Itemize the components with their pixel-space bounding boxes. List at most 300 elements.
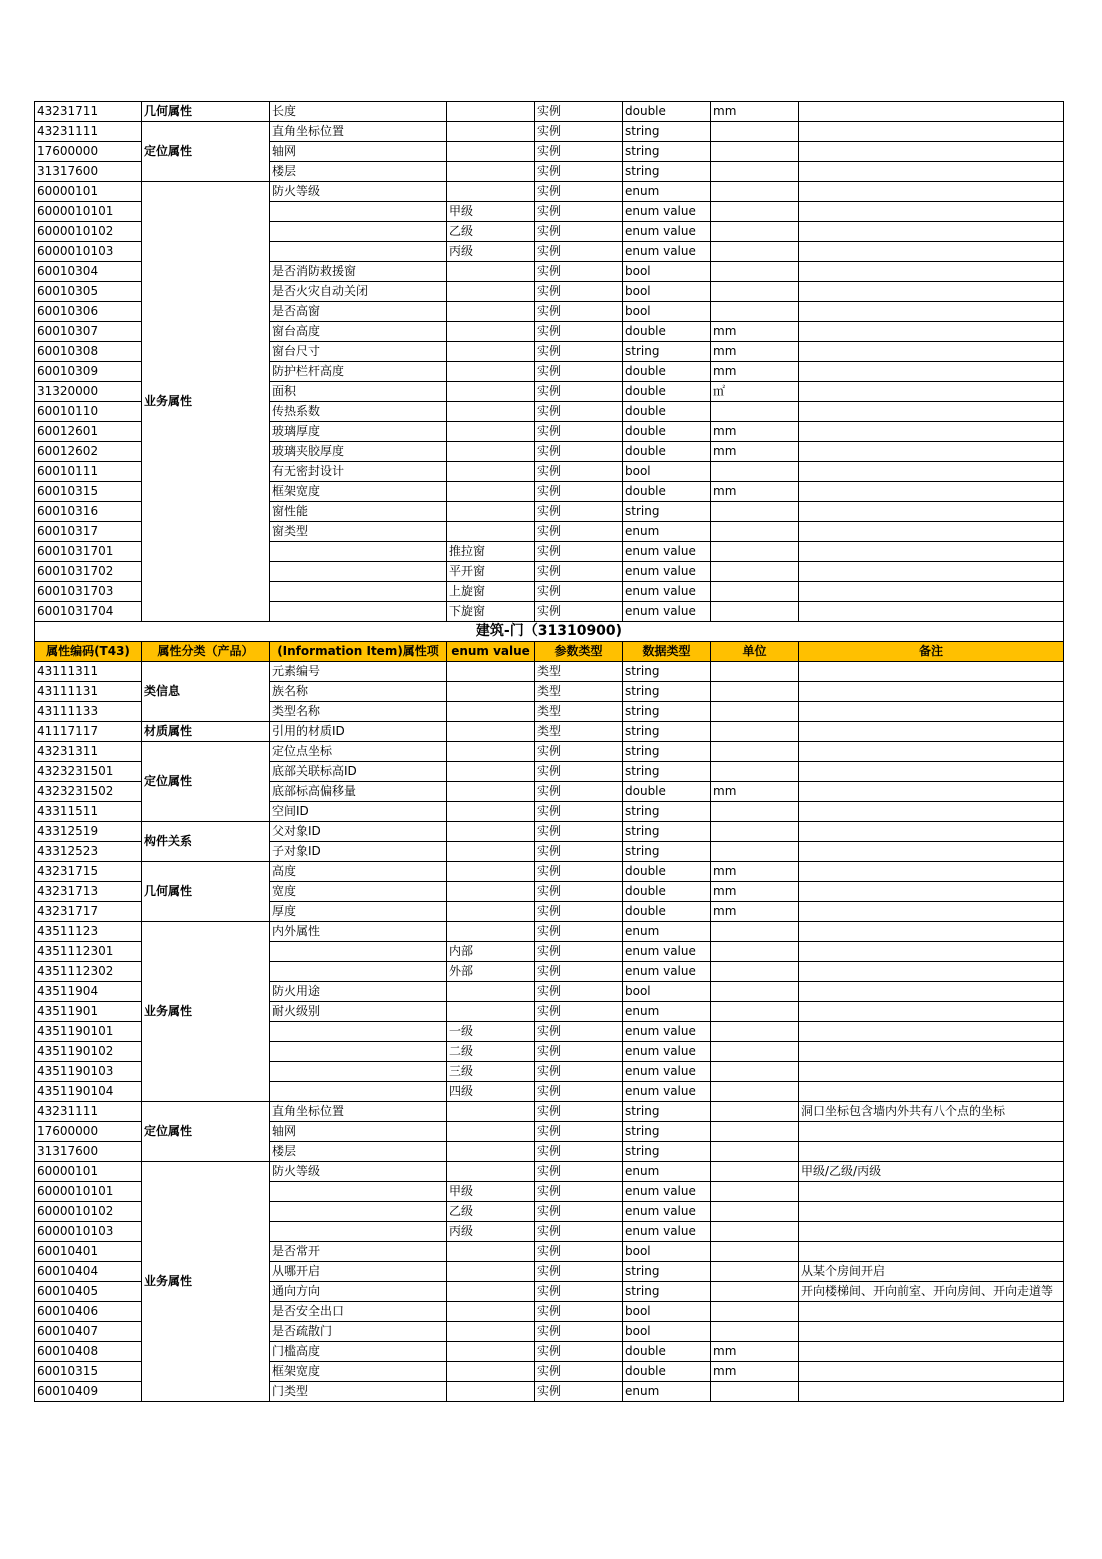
attr-item-cell: 直角坐标位置 [270,122,447,142]
data-type-cell: enum [623,522,711,542]
attr-item-cell: 框架宽度 [270,1362,447,1382]
unit-cell [711,1082,799,1102]
enum-value-cell [447,422,535,442]
attr-code-cell: 60010315 [35,1362,142,1382]
data-type-cell: string [623,702,711,722]
unit-cell [711,762,799,782]
remark-cell [799,322,1064,342]
attr-code-cell: 43231311 [35,742,142,762]
attr-item-cell: 耐火级别 [270,1002,447,1022]
unit-cell: mm [711,322,799,342]
param-type-cell: 实例 [535,182,623,202]
unit-cell [711,542,799,562]
unit-cell [711,1302,799,1322]
unit-cell [711,722,799,742]
unit-cell [711,182,799,202]
enum-value-cell [447,882,535,902]
remark-cell [799,1082,1064,1102]
attr-item-cell: 类型名称 [270,702,447,722]
table-row [35,102,1064,122]
param-type-cell: 实例 [535,1362,623,1382]
enum-value-cell [447,1302,535,1322]
remark-cell [799,182,1064,202]
remark-cell [799,842,1064,862]
category-cell: 几何属性 [142,862,270,922]
remark-cell [799,882,1064,902]
remark-cell [799,522,1064,542]
enum-value-cell: 外部 [447,962,535,982]
unit-cell [711,282,799,302]
attr-code-cell: 4351112301 [35,942,142,962]
attr-item-cell: 底部标高偏移量 [270,782,447,802]
table-row [35,822,1064,842]
enum-value-cell [447,442,535,462]
enum-value-cell [447,462,535,482]
data-type-cell: bool [623,1322,711,1342]
enum-value-cell [447,122,535,142]
remark-cell [799,1202,1064,1222]
enum-value-cell [447,342,535,362]
unit-cell [711,1182,799,1202]
data-type-cell: bool [623,262,711,282]
remark-cell [799,1242,1064,1262]
attr-code-cell: 43511123 [35,922,142,942]
remark-cell: 洞口坐标包含墙内外共有八个点的坐标 [799,1102,1064,1122]
enum-value-cell: 内部 [447,942,535,962]
unit-cell [711,662,799,682]
attr-item-cell [270,242,447,262]
attr-code-cell: 4323231501 [35,762,142,782]
data-type-cell: enum [623,182,711,202]
unit-cell [711,1042,799,1062]
attr-item-cell: 传热系数 [270,402,447,422]
param-type-cell: 实例 [535,102,623,122]
attr-item-cell: 元素编号 [270,662,447,682]
param-type-cell: 实例 [535,982,623,1002]
attr-item-cell: 玻璃夹胶厚度 [270,442,447,462]
column-header: 属性编码(T43) [35,642,142,662]
param-type-cell: 实例 [535,1102,623,1122]
data-type-cell: string [623,822,711,842]
attr-code-cell: 43511901 [35,1002,142,1022]
attr-item-cell [270,1202,447,1222]
data-type-cell: enum value [623,1082,711,1102]
param-type-cell: 实例 [535,122,623,142]
table-row [35,662,1064,682]
data-type-cell: double [623,102,711,122]
unit-cell [711,402,799,422]
unit-cell: mm [711,422,799,442]
category-cell: 业务属性 [142,182,270,622]
remark-cell [799,442,1064,462]
category-cell: 构件关系 [142,822,270,862]
data-type-cell: string [623,502,711,522]
attr-item-cell: 防火等级 [270,182,447,202]
enum-value-cell [447,1342,535,1362]
data-type-cell: string [623,762,711,782]
remark-cell [799,502,1064,522]
unit-cell [711,502,799,522]
unit-cell [711,682,799,702]
param-type-cell: 实例 [535,202,623,222]
enum-value-cell: 一级 [447,1022,535,1042]
unit-cell [711,462,799,482]
attr-item-cell [270,962,447,982]
data-type-cell: string [623,742,711,762]
remark-cell [799,1142,1064,1162]
remark-cell [799,482,1064,502]
data-type-cell: string [623,1122,711,1142]
unit-cell [711,1282,799,1302]
remark-cell [799,302,1064,322]
unit-cell [711,582,799,602]
data-type-cell: double [623,482,711,502]
enum-value-cell [447,262,535,282]
remark-cell [799,402,1064,422]
remark-cell [799,862,1064,882]
remark-cell [799,1182,1064,1202]
remark-cell [799,1002,1064,1022]
attr-item-cell: 厚度 [270,902,447,922]
enum-value-cell [447,1122,535,1142]
attr-item-cell: 是否疏散门 [270,1322,447,1342]
data-type-cell: enum value [623,242,711,262]
data-type-cell: string [623,1142,711,1162]
data-type-cell: string [623,142,711,162]
attr-code-cell: 60000101 [35,182,142,202]
enum-value-cell [447,522,535,542]
remark-cell [799,662,1064,682]
unit-cell: mm [711,102,799,122]
unit-cell: mm [711,782,799,802]
data-type-cell: string [623,1102,711,1122]
data-type-cell: enum [623,922,711,942]
remark-cell [799,1022,1064,1042]
remark-cell [799,142,1064,162]
remark-cell [799,202,1064,222]
attr-code-cell: 6000010102 [35,222,142,242]
unit-cell: mm [711,342,799,362]
enum-value-cell: 丙级 [447,242,535,262]
attr-item-cell [270,1042,447,1062]
unit-cell [711,1202,799,1222]
unit-cell: mm [711,862,799,882]
enum-value-cell: 乙级 [447,1202,535,1222]
data-type-cell: bool [623,462,711,482]
enum-value-cell [447,402,535,422]
enum-value-cell [447,1162,535,1182]
remark-cell [799,1342,1064,1362]
unit-cell [711,842,799,862]
attr-item-cell: 宽度 [270,882,447,902]
remark-cell [799,1062,1064,1082]
remark-cell: 甲级/乙级/丙级 [799,1162,1064,1182]
attr-code-cell: 60010111 [35,462,142,482]
param-type-cell: 实例 [535,962,623,982]
category-cell: 几何属性 [142,102,270,122]
enum-value-cell: 甲级 [447,202,535,222]
remark-cell [799,942,1064,962]
enum-value-cell: 丙级 [447,1222,535,1242]
remark-cell [799,982,1064,1002]
attr-item-cell: 窗性能 [270,502,447,522]
param-type-cell: 实例 [535,782,623,802]
enum-value-cell [447,142,535,162]
category-cell: 材质属性 [142,722,270,742]
column-header: 参数类型 [535,642,623,662]
unit-cell [711,202,799,222]
attr-code-cell: 43111133 [35,702,142,722]
param-type-cell: 实例 [535,602,623,622]
column-header-row [35,642,1064,662]
unit-cell [711,302,799,322]
data-type-cell: double [623,402,711,422]
enum-value-cell: 平开窗 [447,562,535,582]
attr-item-cell [270,942,447,962]
attr-item-cell: 轴网 [270,1122,447,1142]
data-type-cell: double [623,1342,711,1362]
enum-value-cell: 三级 [447,1062,535,1082]
attr-item-cell [270,1182,447,1202]
remark-cell [799,1322,1064,1342]
enum-value-cell [447,1282,535,1302]
attr-item-cell: 长度 [270,102,447,122]
enum-value-cell [447,102,535,122]
data-type-cell: string [623,342,711,362]
attr-code-cell: 6000010101 [35,202,142,222]
attr-item-cell: 窗台尺寸 [270,342,447,362]
data-type-cell: bool [623,282,711,302]
attr-code-cell: 60010315 [35,482,142,502]
attr-code-cell: 6000010102 [35,1202,142,1222]
enum-value-cell [447,1382,535,1402]
data-type-cell: enum value [623,1022,711,1042]
attr-item-cell: 是否安全出口 [270,1302,447,1322]
table-row [35,722,1064,742]
column-header: 单位 [711,642,799,662]
remark-cell [799,362,1064,382]
attr-code-cell: 60010306 [35,302,142,322]
enum-value-cell [447,722,535,742]
attr-code-cell: 43231715 [35,862,142,882]
param-type-cell: 实例 [535,462,623,482]
attr-item-cell: 门类型 [270,1382,447,1402]
remark-cell: 从某个房间开启 [799,1262,1064,1282]
param-type-cell: 实例 [535,1262,623,1282]
remark-cell [799,822,1064,842]
remark-cell [799,602,1064,622]
remark-cell [799,422,1064,442]
data-type-cell: string [623,1282,711,1302]
unit-cell [711,1382,799,1402]
enum-value-cell [447,282,535,302]
attr-code-cell: 41117117 [35,722,142,742]
enum-value-cell [447,822,535,842]
attr-item-cell: 轴网 [270,142,447,162]
param-type-cell: 实例 [535,1322,623,1342]
data-type-cell: enum value [623,1062,711,1082]
table-row [35,1102,1064,1122]
attr-code-cell: 4351190103 [35,1062,142,1082]
remark-cell [799,1222,1064,1242]
attr-item-cell: 通向方向 [270,1282,447,1302]
unit-cell [711,822,799,842]
data-type-cell: enum value [623,1222,711,1242]
unit-cell [711,1262,799,1282]
param-type-cell: 实例 [535,1062,623,1082]
remark-cell [799,242,1064,262]
attr-item-cell: 门槛高度 [270,1342,447,1362]
attr-item-cell: 子对象ID [270,842,447,862]
attr-item-cell: 高度 [270,862,447,882]
unit-cell [711,1122,799,1142]
remark-cell [799,102,1064,122]
remark-cell [799,382,1064,402]
enum-value-cell [447,1322,535,1342]
column-header: 数据类型 [623,642,711,662]
attr-item-cell: 框架宽度 [270,482,447,502]
param-type-cell: 实例 [535,442,623,462]
enum-value-cell [447,1242,535,1262]
attr-item-cell: 楼层 [270,162,447,182]
param-type-cell: 类型 [535,702,623,722]
remark-cell [799,1362,1064,1382]
enum-value-cell [447,682,535,702]
param-type-cell: 实例 [535,822,623,842]
unit-cell: mm [711,482,799,502]
data-type-cell: string [623,1262,711,1282]
param-type-cell: 实例 [535,1242,623,1262]
column-header: 属性分类（产品） [142,642,270,662]
remark-cell [799,582,1064,602]
attr-item-cell [270,602,447,622]
column-header: 备注 [799,642,1064,662]
param-type-cell: 实例 [535,302,623,322]
enum-value-cell [447,382,535,402]
attr-code-cell: 60010307 [35,322,142,342]
remark-cell [799,1382,1064,1402]
attr-item-cell: 窗台高度 [270,322,447,342]
unit-cell [711,942,799,962]
enum-value-cell: 四级 [447,1082,535,1102]
attr-code-cell: 60010409 [35,1382,142,1402]
attr-item-cell [270,202,447,222]
unit-cell [711,262,799,282]
enum-value-cell [447,702,535,722]
enum-value-cell [447,162,535,182]
attr-item-cell [270,562,447,582]
attr-code-cell: 6000010103 [35,1222,142,1242]
category-cell: 业务属性 [142,922,270,1102]
unit-cell [711,1002,799,1022]
table-row [35,182,1064,202]
attr-code-cell: 60000101 [35,1162,142,1182]
data-type-cell: double [623,362,711,382]
attr-code-cell: 31317600 [35,1142,142,1162]
remark-cell [799,782,1064,802]
attr-code-cell: 31317600 [35,162,142,182]
unit-cell [711,1222,799,1242]
attr-item-cell: 面积 [270,382,447,402]
attr-code-cell: 6001031704 [35,602,142,622]
param-type-cell: 实例 [535,162,623,182]
unit-cell [711,922,799,942]
data-type-cell: enum [623,1382,711,1402]
remark-cell [799,262,1064,282]
param-type-cell: 实例 [535,802,623,822]
param-type-cell: 实例 [535,1202,623,1222]
attr-code-cell: 60010406 [35,1302,142,1322]
attribute-table [34,101,1064,1402]
param-type-cell: 实例 [535,322,623,342]
param-type-cell: 实例 [535,222,623,242]
attr-code-cell: 43231713 [35,882,142,902]
unit-cell [711,702,799,722]
attr-code-cell: 4351190102 [35,1042,142,1062]
remark-cell [799,1302,1064,1322]
data-type-cell: bool [623,1242,711,1262]
enum-value-cell: 乙级 [447,222,535,242]
remark-cell [799,462,1064,482]
attr-code-cell: 4351112302 [35,962,142,982]
attr-item-cell: 防火等级 [270,1162,447,1182]
enum-value-cell [447,662,535,682]
enum-value-cell: 甲级 [447,1182,535,1202]
remark-cell [799,922,1064,942]
attr-code-cell: 60012601 [35,422,142,442]
enum-value-cell [447,182,535,202]
enum-value-cell [447,842,535,862]
param-type-cell: 实例 [535,342,623,362]
enum-value-cell [447,362,535,382]
param-type-cell: 实例 [535,142,623,162]
enum-value-cell: 上旋窗 [447,582,535,602]
enum-value-cell [447,762,535,782]
unit-cell [711,142,799,162]
data-type-cell: enum [623,1162,711,1182]
attr-code-cell: 6001031703 [35,582,142,602]
remark-cell [799,722,1064,742]
unit-cell [711,522,799,542]
attr-code-cell: 43231111 [35,122,142,142]
attr-code-cell: 43231717 [35,902,142,922]
section-title: 建筑-门（31310900) [35,622,1064,642]
attr-code-cell: 4351190101 [35,1022,142,1042]
attr-item-cell: 防护栏杆高度 [270,362,447,382]
attr-code-cell: 43231111 [35,1102,142,1122]
unit-cell [711,1322,799,1342]
attr-item-cell [270,1022,447,1042]
section-title-row [35,622,1064,642]
data-type-cell: double [623,382,711,402]
attr-code-cell: 60010405 [35,1282,142,1302]
attr-code-cell: 60012602 [35,442,142,462]
enum-value-cell [447,482,535,502]
enum-value-cell: 二级 [447,1042,535,1062]
unit-cell [711,162,799,182]
attr-code-cell: 60010317 [35,522,142,542]
attr-item-cell: 窗类型 [270,522,447,542]
attr-code-cell: 60010404 [35,1262,142,1282]
data-type-cell: enum value [623,962,711,982]
attr-code-cell: 43511904 [35,982,142,1002]
unit-cell [711,1242,799,1262]
param-type-cell: 实例 [535,422,623,442]
param-type-cell: 实例 [535,562,623,582]
attr-code-cell: 60010407 [35,1322,142,1342]
attr-item-cell: 父对象ID [270,822,447,842]
data-type-cell: string [623,162,711,182]
